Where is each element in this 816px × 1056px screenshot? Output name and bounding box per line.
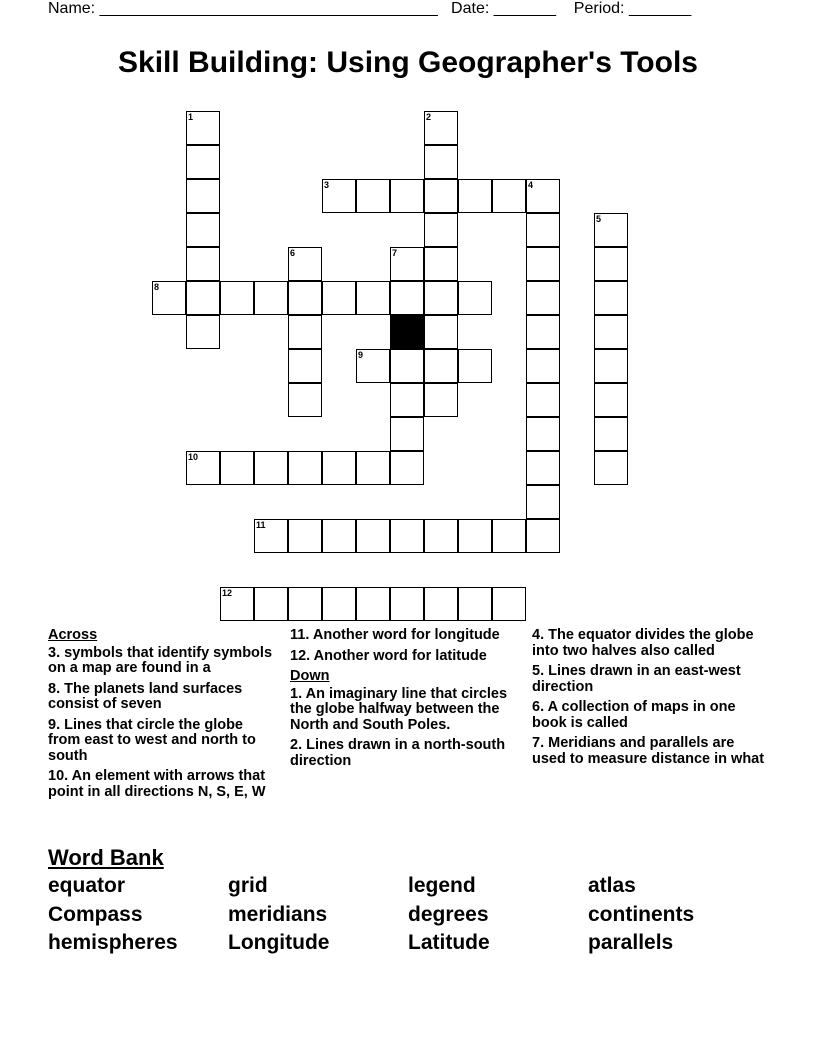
- clue-number: 9: [358, 350, 364, 360]
- crossword-cell[interactable]: [186, 145, 220, 179]
- word-bank-word: meridians: [228, 903, 328, 926]
- crossword-cell[interactable]: [220, 451, 254, 485]
- crossword-cell[interactable]: [390, 179, 424, 213]
- crossword-cell[interactable]: [458, 349, 492, 383]
- crossword-cell[interactable]: [390, 451, 424, 485]
- crossword-cell[interactable]: [288, 383, 322, 417]
- crossword-cell[interactable]: [322, 451, 356, 485]
- clue-number: 8: [154, 282, 160, 292]
- word-bank-word: continents: [588, 903, 695, 926]
- crossword-cell[interactable]: [492, 587, 526, 621]
- down-clue: 6. A collection of maps in one book is called: [532, 699, 736, 731]
- crossword-cell[interactable]: [424, 587, 458, 621]
- crossword-cell[interactable]: [390, 587, 424, 621]
- crossword-cell[interactable]: [424, 281, 458, 315]
- clue-number: 7: [392, 248, 398, 258]
- down-clue: 4. The equator divides the globe into two halves also called: [532, 627, 754, 659]
- crossword-cell[interactable]: [594, 417, 628, 451]
- clue-column-2: [290, 628, 515, 774]
- word-bank-title: Word Bank: [48, 845, 164, 870]
- crossword-cell[interactable]: [594, 451, 628, 485]
- crossword-cell[interactable]: [288, 247, 322, 281]
- crossword-cell[interactable]: [424, 111, 458, 145]
- word-bank-word: equator: [48, 874, 126, 897]
- across-clue: 9. Lines that circle the globe from east to west and north to south: [48, 716, 256, 764]
- crossword-cell[interactable]: [492, 519, 526, 553]
- crossword-cell[interactable]: [390, 281, 424, 315]
- down-clue: 2. Lines drawn in a north-south direction: [290, 737, 506, 769]
- word-bank-word: grid: [228, 874, 268, 897]
- header-fields: Name: ______________________________________ Date: _______ Period: _______: [48, 0, 692, 17]
- clue-column-1: [48, 628, 278, 805]
- down-clue: 5. Lines drawn in an east-west direction: [532, 663, 741, 695]
- clue-number: 12: [222, 588, 233, 598]
- crossword-cell[interactable]: [594, 315, 628, 349]
- crossword-cell[interactable]: [492, 179, 526, 213]
- across-heading: Across: [48, 627, 98, 643]
- crossword-cell[interactable]: [254, 451, 288, 485]
- crossword-cell[interactable]: [186, 111, 220, 145]
- crossword-cell[interactable]: [458, 281, 492, 315]
- crossword-cell[interactable]: [288, 587, 322, 621]
- down-heading: Down: [290, 668, 330, 684]
- crossword-cell[interactable]: [356, 451, 390, 485]
- crossword-cell[interactable]: [458, 587, 492, 621]
- crossword-cell[interactable]: [220, 281, 254, 315]
- word-bank-word: legend: [408, 874, 476, 897]
- across-clue: 8. The planets land surfaces consist of seven: [48, 680, 243, 712]
- down-clue: 7. Meridians and parallels are used to measure distance in what: [532, 735, 765, 767]
- crossword-cell[interactable]: [594, 281, 628, 315]
- crossword-cell[interactable]: [390, 519, 424, 553]
- word-bank-word: parallels: [588, 931, 674, 954]
- word-bank-word: degrees: [408, 903, 489, 926]
- clue-number: 6: [290, 248, 296, 258]
- across-clue: 3. symbols that identify symbols on a map are found in a: [48, 644, 273, 676]
- crossword-cell[interactable]: [322, 587, 356, 621]
- word-bank-word: Latitude: [408, 931, 490, 954]
- word-bank-word: Longitude: [228, 931, 330, 954]
- crossword-cell[interactable]: [424, 145, 458, 179]
- crossword-cell[interactable]: [458, 179, 492, 213]
- crossword-black-cell: [390, 315, 424, 349]
- crossword-cell[interactable]: [424, 179, 458, 213]
- across-clue: 11. Another word for longitude: [290, 627, 500, 643]
- crossword-cell[interactable]: [526, 179, 560, 213]
- clue-column-3: [532, 628, 768, 772]
- crossword-cell[interactable]: [424, 349, 458, 383]
- crossword-cell[interactable]: [288, 281, 322, 315]
- crossword-cell[interactable]: [356, 587, 390, 621]
- crossword-cell[interactable]: [254, 587, 288, 621]
- crossword-cell[interactable]: [526, 451, 560, 485]
- crossword-cell[interactable]: [288, 315, 322, 349]
- crossword-cell[interactable]: [424, 247, 458, 281]
- crossword-cell[interactable]: [322, 179, 356, 213]
- crossword-cell[interactable]: [594, 349, 628, 383]
- crossword-cell[interactable]: [322, 519, 356, 553]
- clue-number: 5: [596, 214, 602, 224]
- crossword-cell[interactable]: [526, 281, 560, 315]
- clue-number: 3: [324, 180, 330, 190]
- crossword-cell[interactable]: [254, 519, 288, 553]
- crossword-cell[interactable]: [594, 213, 628, 247]
- crossword-cell[interactable]: [526, 383, 560, 417]
- crossword-cell[interactable]: [152, 281, 186, 315]
- clue-number: 10: [188, 452, 199, 462]
- crossword-cell[interactable]: [186, 281, 220, 315]
- crossword-cell[interactable]: [186, 247, 220, 281]
- across-clue: 12. Another word for latitude: [290, 647, 487, 664]
- crossword-cell[interactable]: [526, 349, 560, 383]
- crossword-cell[interactable]: [390, 247, 424, 281]
- crossword-cell[interactable]: [424, 315, 458, 349]
- crossword-cell[interactable]: [288, 519, 322, 553]
- word-bank-word: atlas: [588, 874, 636, 897]
- crossword-cell[interactable]: [424, 519, 458, 553]
- crossword-cell[interactable]: [390, 383, 424, 417]
- clue-number: 4: [528, 180, 534, 190]
- crossword-cell[interactable]: [458, 519, 492, 553]
- across-clue: 10. An element with arrows that point in all directions N, S, E, W: [48, 768, 266, 800]
- clue-number: 11: [256, 520, 266, 530]
- crossword-cell[interactable]: [526, 485, 560, 519]
- crossword-cell[interactable]: [186, 315, 220, 349]
- crossword-cell[interactable]: [526, 519, 560, 553]
- crossword-cell[interactable]: [526, 213, 560, 247]
- crossword-cell[interactable]: [424, 383, 458, 417]
- crossword-cell[interactable]: [526, 315, 560, 349]
- down-clue: 1. An imaginary line that circles the globe halfway between the North and South Poles.: [290, 685, 508, 733]
- crossword-cell[interactable]: [186, 179, 220, 213]
- crossword-cell[interactable]: [594, 247, 628, 281]
- crossword-cell[interactable]: [526, 417, 560, 451]
- crossword-cell[interactable]: [186, 451, 220, 485]
- crossword-cell[interactable]: [526, 247, 560, 281]
- crossword-cell[interactable]: [356, 349, 390, 383]
- clue-number: 2: [426, 112, 432, 122]
- crossword-cell[interactable]: [186, 213, 220, 247]
- crossword-cell[interactable]: [288, 349, 322, 383]
- page-title: Skill Building: Using Geographer's Tools: [118, 46, 698, 79]
- crossword-cell[interactable]: [390, 349, 424, 383]
- word-bank-word: Compass: [48, 903, 143, 926]
- crossword-cell[interactable]: [356, 519, 390, 553]
- crossword-cell[interactable]: [356, 179, 390, 213]
- crossword-cell[interactable]: [288, 451, 322, 485]
- crossword-cell[interactable]: [254, 281, 288, 315]
- crossword-cell[interactable]: [594, 383, 628, 417]
- word-bank-word: hemispheres: [48, 931, 178, 954]
- crossword-cell[interactable]: [390, 417, 424, 451]
- crossword-cell[interactable]: [322, 281, 356, 315]
- crossword-cell[interactable]: [220, 587, 254, 621]
- crossword-cell[interactable]: [356, 281, 390, 315]
- crossword-cell[interactable]: [424, 213, 458, 247]
- clue-number: 1: [188, 112, 194, 122]
